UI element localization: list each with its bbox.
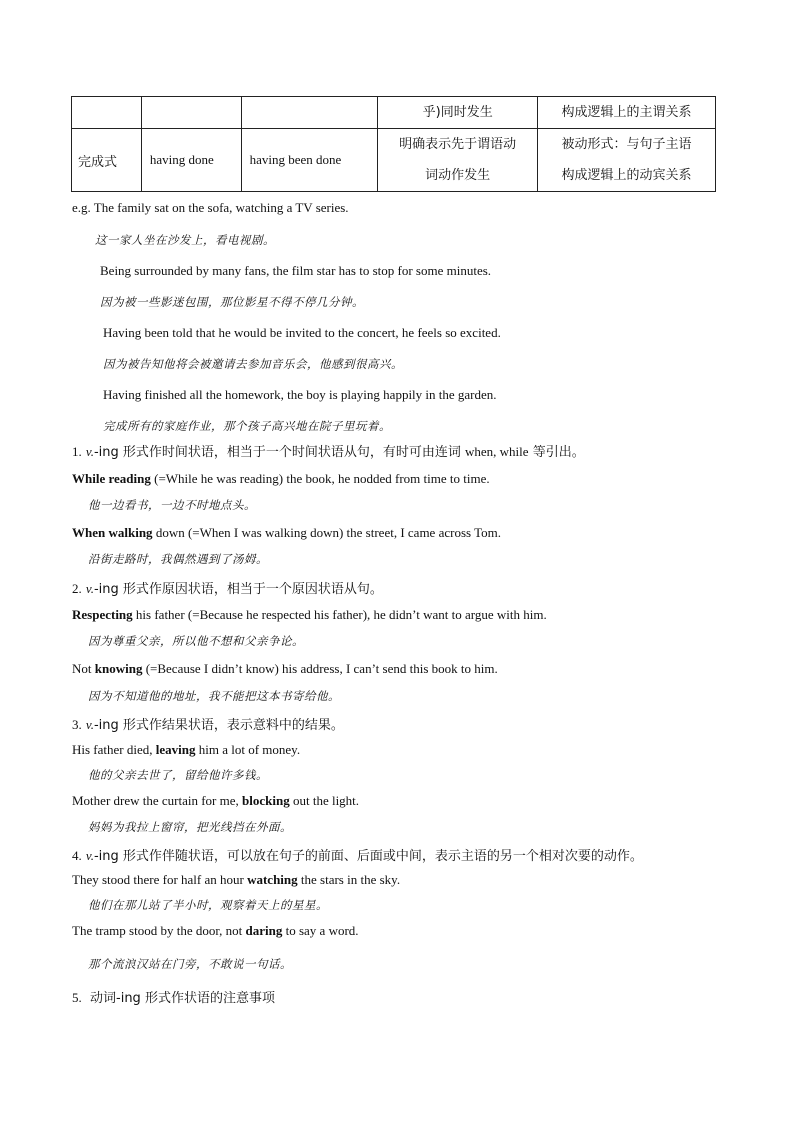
- example-sentence: e.g. The family sat on the sofa, watching a TV series.: [72, 200, 349, 215]
- table-cell: 构成逻辑上的主谓关系: [538, 97, 716, 129]
- table-cell: [72, 97, 142, 129]
- example-sentence: The tramp stood by the door, not daring to say a word.: [72, 923, 359, 938]
- section-heading-4: 4. v.-ing 形式作伴随状语，可以放在句子的前面、后面或中间，表示主语的另一个相对次要的动作。: [72, 848, 643, 864]
- table-row: [72, 97, 716, 129]
- example-translation: 他们在那儿站了半小时，观察着天上的星星。: [88, 898, 328, 912]
- example-translation: 这一家人坐在沙发上，看电视剧。: [95, 233, 275, 247]
- table-cell: having done: [141, 129, 241, 192]
- table-cell: 被动形式：与句子主语 构成逻辑上的动宾关系: [538, 129, 716, 192]
- example-translation: 妈妈为我拉上窗帘，把光线挡在外面。: [88, 820, 292, 834]
- example-translation: 因为不知道他的地址，我不能把这本书寄给他。: [88, 689, 340, 703]
- example-translation: 那个流浪汉站在门旁，不敢说一句话。: [88, 957, 292, 971]
- section-heading-1: 1. v.-ing 形式作时间状语，相当于一个时间状语从句，有时可由连词 when, while 等引出。: [72, 444, 585, 460]
- example-sentence: Respecting his father (=Because he respected his father), he didn’t want to argue with him.: [72, 607, 547, 622]
- table-cell: 完成式: [72, 129, 142, 192]
- section-heading-5: 5. 动词-ing 形式作状语的注意事项: [72, 990, 275, 1006]
- table-cell: having been done: [241, 129, 378, 192]
- example-translation: 因为尊重父亲，所以他不想和父亲争论。: [88, 634, 304, 648]
- example-translation: 他的父亲去世了，留给他许多钱。: [88, 768, 268, 782]
- table-cell: 乎)同时发生: [378, 97, 538, 129]
- example-sentence: His father died, leaving him a lot of money.: [72, 742, 301, 757]
- example-translation: 沿街走路时，我偶然遇到了汤姆。: [88, 552, 268, 566]
- example-sentence: Not knowing (=Because I didn’t know) his address, I can’t send this book to him.: [72, 661, 498, 676]
- table-cell: 明确表示先于谓语动 词动作发生: [378, 129, 538, 192]
- example-sentence: Having been told that he would be invited to the concert, he feels so excited.: [103, 325, 501, 340]
- participle-forms-table: [71, 96, 716, 192]
- example-sentence: Being surrounded by many fans, the film star has to stop for some minutes.: [100, 263, 492, 278]
- table-row: [72, 129, 716, 192]
- example-sentence: While reading (=While he was reading) the book, he nodded from time to time.: [72, 471, 490, 486]
- example-sentence: When walking down (=When I was walking down) the street, I came across Tom.: [72, 525, 501, 540]
- section-heading-3: 3. v.-ing 形式作结果状语，表示意料中的结果。: [72, 717, 344, 733]
- example-translation: 他一边看书，一边不时地点头。: [88, 498, 256, 512]
- section-heading-2: 2. v.-ing 形式作原因状语，相当于一个原因状语从句。: [72, 581, 383, 597]
- table-cell: [141, 97, 241, 129]
- table-cell: [241, 97, 378, 129]
- example-sentence: They stood there for half an hour watching the stars in the sky.: [72, 872, 401, 887]
- example-sentence: Having finished all the homework, the boy is playing happily in the garden.: [103, 387, 497, 402]
- example-translation: 因为被一些影迷包围，那位影星不得不停几分钟。: [100, 295, 364, 309]
- example-translation: 因为被告知他将会被邀请去参加音乐会，他感到很高兴。: [103, 357, 403, 371]
- example-translation: 完成所有的家庭作业，那个孩子高兴地在院子里玩着。: [103, 419, 391, 433]
- example-sentence: Mother drew the curtain for me, blocking out the light.: [72, 793, 360, 808]
